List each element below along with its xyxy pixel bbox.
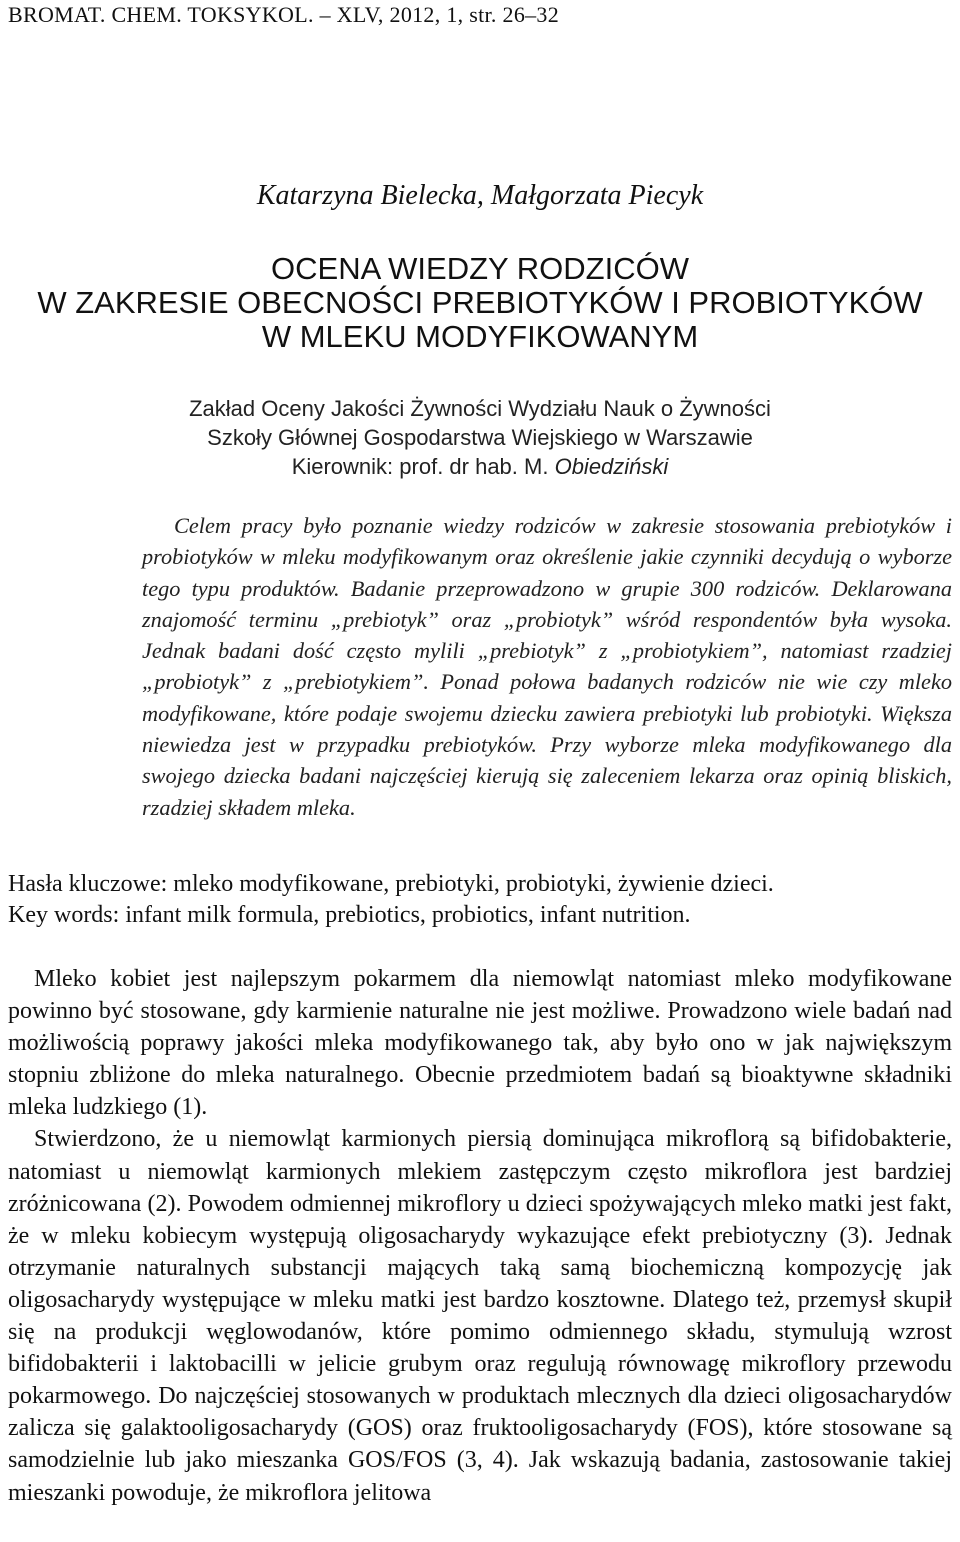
abstract-text: Celem pracy było poznanie wiedzy rodziców w zakresie stosowania prebiotyków i probiotyków w mleku modyfikowanym oraz określenie jakie czynniki decydują o wyborze tego typu produktów. Badanie przeprowadzono w grupie 300 rodziców. Deklarowana znajomość terminu „prebiotyk” oraz „probiotyk” wśród respondentów była wysoka. Jednak badani dość często mylili „prebiotyk” z „probiotykiem”, natomiast rzadziej „probiotyk” z „prebiotykiem”. Ponad połowa badanych rodziców nie wie czy mleko modyfikowane, które podaje swojemu dziecku zawiera prebiotyki lub probiotyki. Większa niewiedza jest w przypadku prebiotyków. Przy wyborze mleka modyfikowanego dla swojego dziecka badani najczęściej kierują się zaleceniem lekarza oraz opinią bliskich, rzadziej składem mleka. <box>142 513 952 820</box>
keywords <box>8 869 952 931</box>
director-label: Kierownik: prof. dr hab. M. <box>291 454 555 479</box>
affiliation <box>0 394 960 481</box>
keywords-pl: Hasła kluczowe: mleko modyfikowane, prebiotyki, probiotyki, żywienie dzieci. <box>8 871 774 897</box>
journal-header: BROMAT. CHEM. TOKSYKOL. – XLV, 2012, 1, str. 26–32 <box>8 2 560 27</box>
abstract <box>142 510 952 823</box>
affiliation-line: Zakład Oceny Jakości Żywności Wydziału Nauk o Żywności <box>189 396 771 421</box>
title-line: W MLEKU MODYFIKOWANYM <box>261 319 699 354</box>
body-paragraph: Stwierdzono, że u niemowląt karmionych piersią dominująca mikroflorą są bifidobakterie, natomiast u niemowląt karmionych mlekiem zastępczym często mikroflora jest bardziej zróżnicowana (2). Powodem odmiennej mikroflory u dzieci spożywających mleko matki jest fakt, że w mleku kobiecym występują oligosacharydy wykazujące efekt prebiotyczny (3). Jednak otrzymanie naturalnych substancji mających taką samą biochemiczną kompozycję jak oligosacharydy występujące w mleku matki jest bardzo kosztowne. Dlatego też, przemysł skupił się na produkcji węglowodanów, które pomimo odmiennego składu, stymulują wzrost bifidobakterii i laktobacilli w jelicie grubym oraz regulują równowagę mikroflory przewodu pokarmowego. Do najczęściej stosowanych w produktach mlecznych dla dzieci oligosacharydów zalicza się galaktooligosacharydy (GOS) oraz fruktooligosacharydy (FOS), które stosowane są samodzielnie lub jako mieszanka GOS/FOS (3, 4). Jak wskazują badania, zastosowanie takiej mieszanki powoduje, że mikroflora jelitowa <box>8 1126 952 1506</box>
body-paragraph: Mleko kobiet jest najlepszym pokarmem dla niemowląt natomiast mleko modyfikowane powinno być stosowane, gdy karmienie naturalne nie jest możliwe. Prowadzono wiele badań nad możliwością poprawy jakości mleka modyfikowanego tak, aby było ono w jak największym stopniu zbliżone do mleka naturalnego. Obecnie przedmiotem badań są bioaktywne składniki mleka ludzkiego (1). <box>8 966 952 1121</box>
title-line: OCENA WIEDZY RODZICÓW <box>271 251 689 286</box>
director-line <box>0 452 960 481</box>
authors: Katarzyna Bielecka, Małgorzata Piecyk <box>256 180 704 211</box>
title-line: W ZAKRESIE OBECNOŚCI PREBIOTYKÓW I PROBIOTYKÓW <box>37 285 923 320</box>
director-name: Obiedziński <box>554 454 669 479</box>
affiliation-line: Szkoły Głównej Gospodarstwa Wiejskiego w Warszawie <box>207 425 753 450</box>
keywords-en: Key words: infant milk formula, prebiotics, probiotics, infant nutrition. <box>8 902 691 928</box>
body-text <box>8 963 952 1509</box>
article-title <box>0 252 960 354</box>
